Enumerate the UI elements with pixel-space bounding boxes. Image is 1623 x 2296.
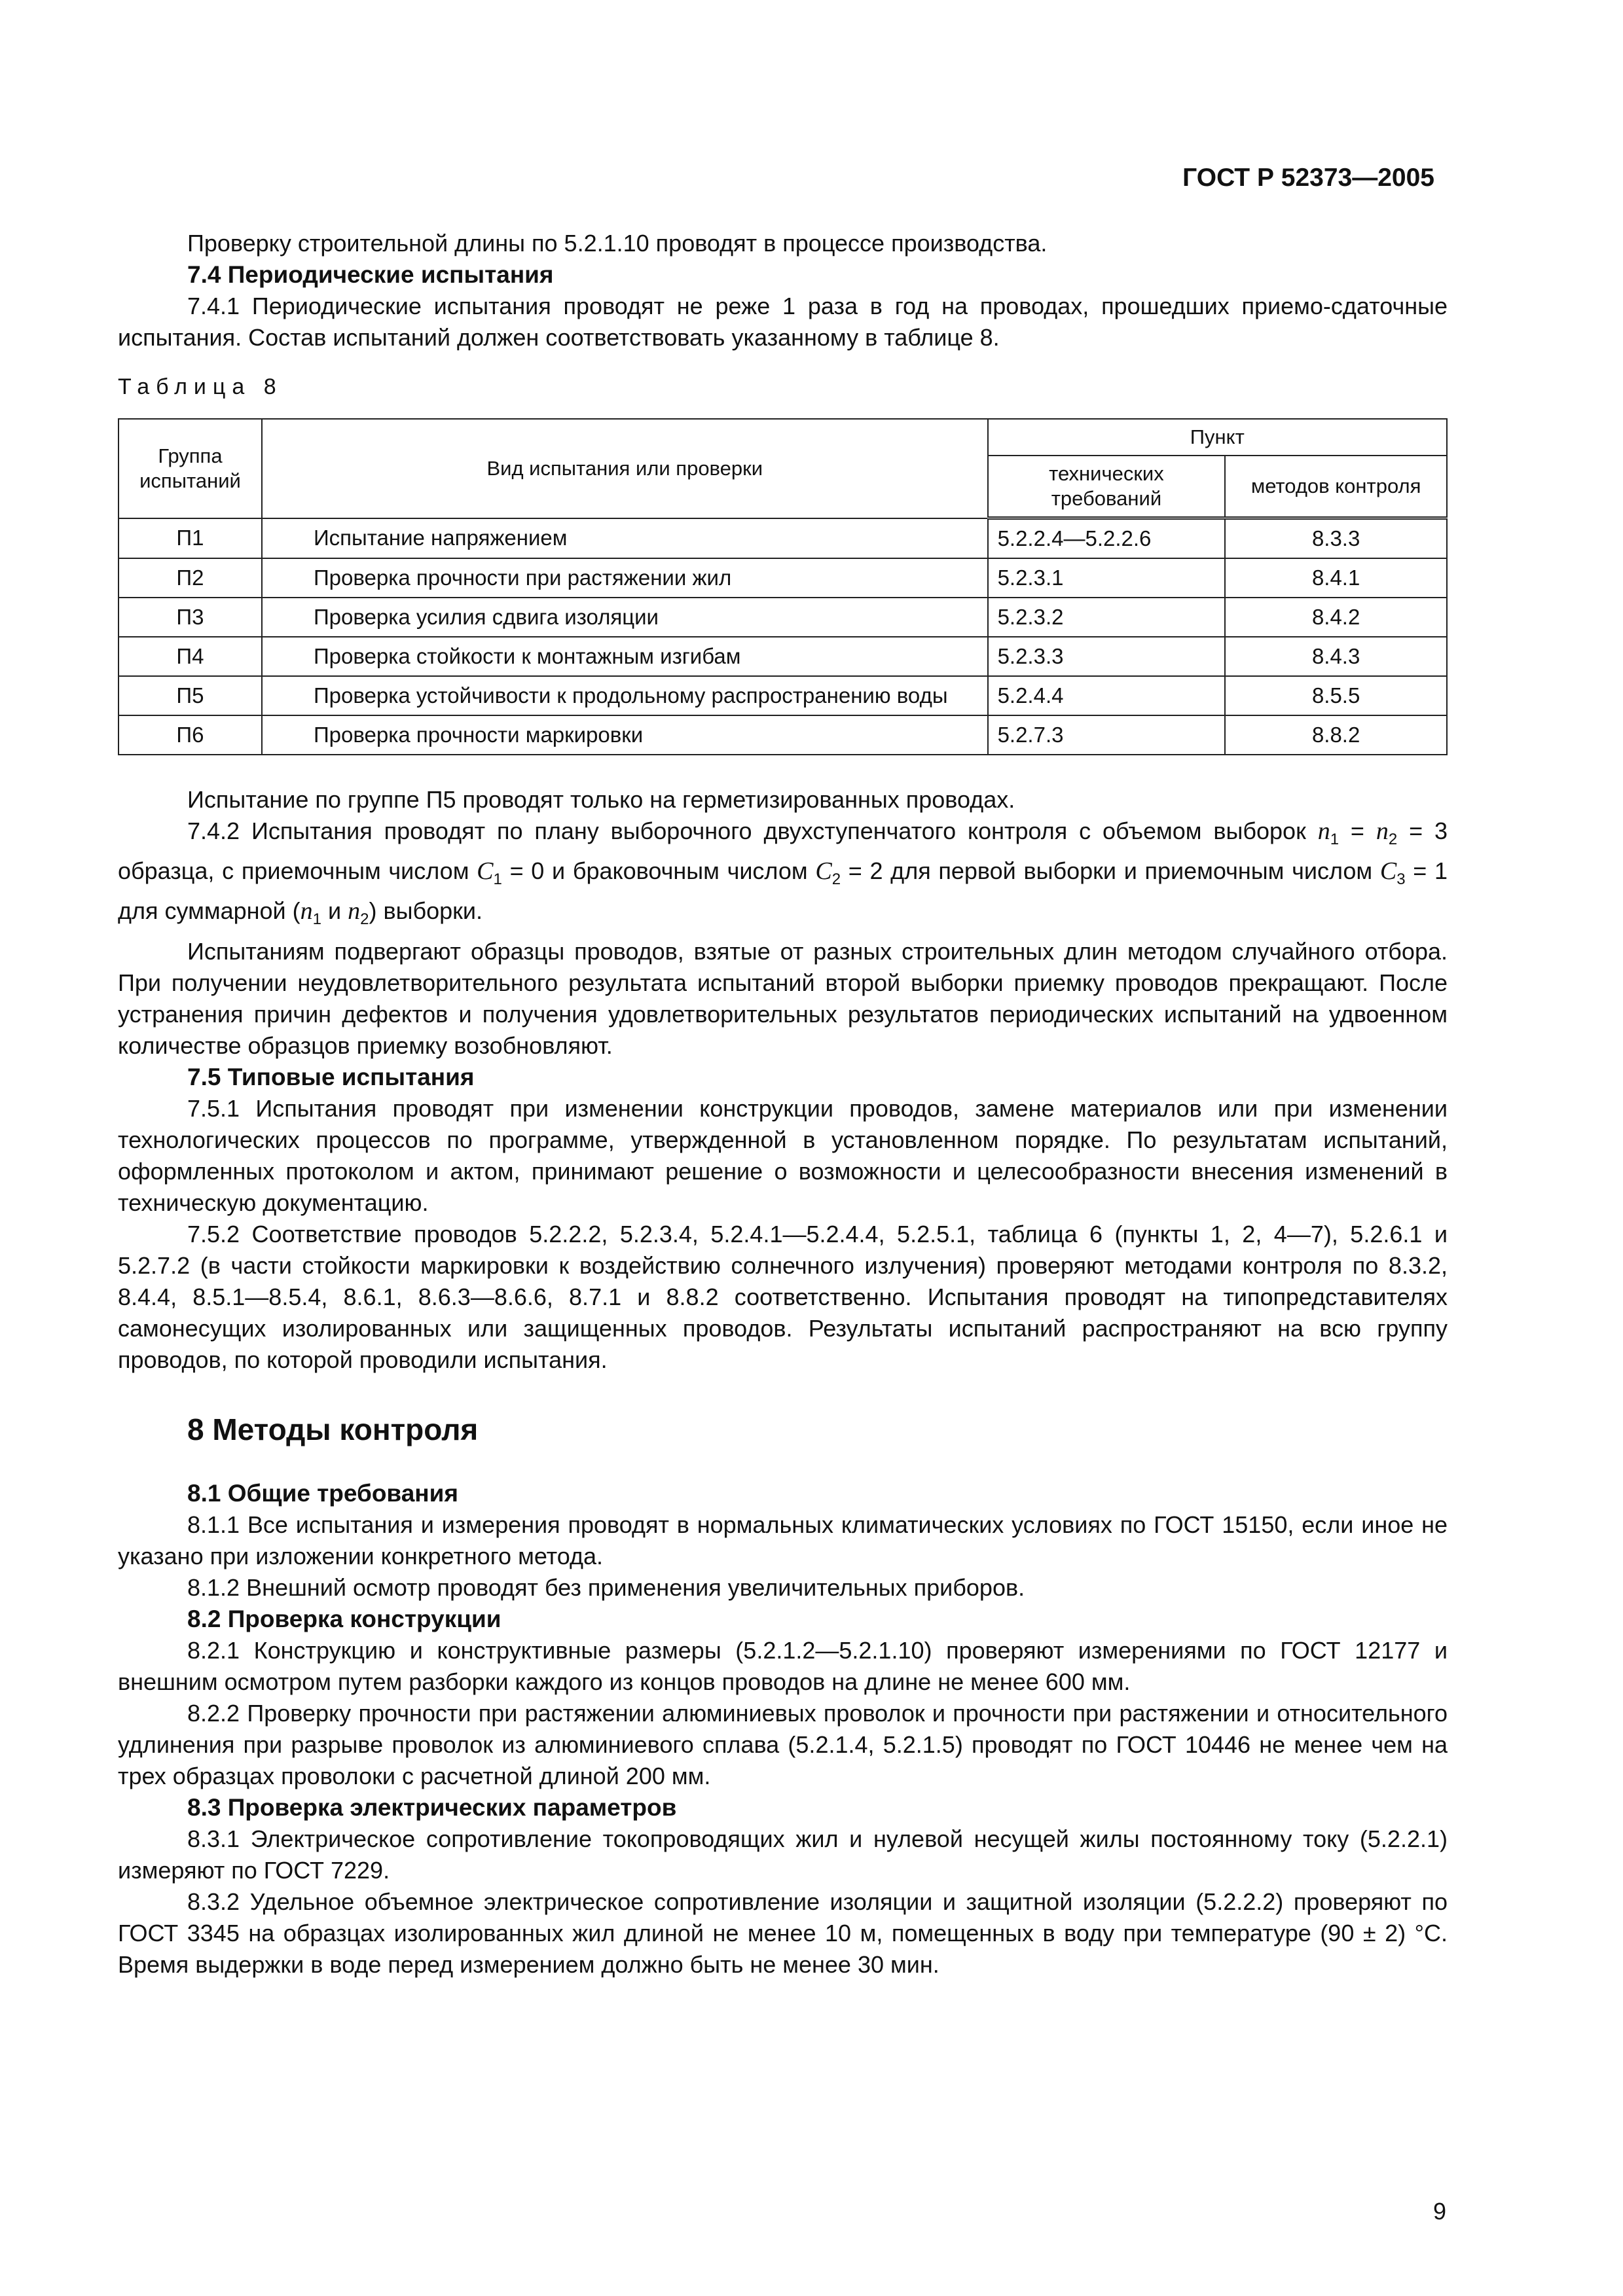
- table-row: [119, 637, 1447, 676]
- cell-tech: 5.2.3.2: [988, 598, 1226, 637]
- cell-tech: 5.2.3.3: [988, 637, 1226, 676]
- page-content: [118, 228, 1448, 1981]
- cell-group: П1: [119, 518, 262, 559]
- math-var: C: [815, 857, 832, 886]
- paragraph-p5-note: Испытание по группе П5 проводят только на герметизированных проводах.: [187, 786, 1015, 813]
- cell-group: П2: [119, 558, 262, 598]
- paragraph-8-1-1: 8.1.1 Все испытания и измерения проводят в нормальных климатических условиях по ГОСТ 15150, если иное не указано при изложении конкретного метода.: [118, 1511, 1448, 1570]
- heading-8: 8 Методы контроля: [187, 1412, 479, 1446]
- cell-method: 8.5.5: [1225, 676, 1447, 715]
- cell-kind: Проверка прочности маркировки: [262, 715, 988, 755]
- cell-tech: 5.2.3.1: [988, 558, 1226, 598]
- header-tech: технических требований: [988, 456, 1226, 518]
- table-row: [119, 715, 1447, 755]
- math-var: n: [348, 897, 361, 925]
- math-var: C: [1379, 857, 1397, 886]
- paragraph-8-1-2: 8.1.2 Внешний осмотр проводят без применения увеличительных приборов.: [187, 1573, 1025, 1601]
- math-var: C: [477, 857, 494, 886]
- header-point: Пункт: [988, 419, 1447, 456]
- document-header: ГОСТ Р 52373—2005: [1182, 164, 1434, 192]
- text-run: = 1 для суммарной (: [118, 857, 1448, 925]
- subscript: 2: [360, 910, 369, 929]
- table-row: [119, 598, 1447, 637]
- cell-tech: 5.2.4.4: [988, 676, 1226, 715]
- cell-kind: Проверка прочности при растяжении жил: [262, 558, 988, 598]
- table-row: [119, 518, 1447, 559]
- cell-kind: Испытание напряжением: [262, 518, 988, 559]
- table-8: [118, 418, 1448, 755]
- text-run: ) выборки.: [369, 897, 483, 925]
- paragraph-8-3-1: 8.3.1 Электрическое сопротивление токопроводящих жил и нулевой несущей жилы постоянному току (5.2.2.1) измеряют по ГОСТ 7229.: [118, 1825, 1448, 1884]
- subscript: 2: [831, 870, 841, 889]
- paragraph-intro: Проверку строительной длины по 5.2.1.10 проводят в процессе производства.: [187, 230, 1048, 257]
- text-run: 7.4.2 Испытания проводят по плану выборочного двухступенчатого контроля с объемом выборок: [187, 817, 1318, 844]
- header-method: методов контроля: [1225, 456, 1447, 518]
- table-row: [119, 676, 1447, 715]
- subscript: 1: [312, 910, 322, 929]
- text-run: =: [1339, 817, 1376, 844]
- paragraph-7-4-1: 7.4.1 Периодические испытания проводят не реже 1 раза в год на проводах, прошедших приемо-сдаточные испытания. Состав испытаний должен соответствовать указанному в таблице 8.: [118, 293, 1448, 351]
- cell-method: 8.8.2: [1225, 715, 1447, 755]
- text-run: и: [321, 897, 348, 925]
- page-number: 9: [1432, 2198, 1446, 2225]
- cell-kind: Проверка стойкости к монтажным изгибам: [262, 637, 988, 676]
- text-run: = 2 для первой выборки и приемочным числом: [841, 857, 1380, 885]
- paragraph-7-5-1: 7.5.1 Испытания проводят при изменении конструкции проводов, замене материалов или при изменении технологических процессов по программе, утвержденной в установленном порядке. По результатам испытаний, оформленных протоколом и актом, принимают решение о возможности и целесообразности внесения изменений в техническую документацию.: [118, 1094, 1448, 1216]
- cell-method: 8.3.3: [1225, 518, 1447, 559]
- paragraph-8-2-1: 8.2.1 Конструкцию и конструктивные размеры (5.2.1.2—5.2.1.10) проверяют измерениями по ГОСТ 12177 и внешним осмотром путем разборки каждого из концов проводов на длине не менее 600 мм.: [118, 1636, 1448, 1695]
- heading-7-5: 7.5 Типовые испытания: [187, 1063, 475, 1090]
- paragraph-7-4-2: [118, 816, 1448, 936]
- cell-group: П6: [119, 715, 262, 755]
- paragraph-8-3-2: 8.3.2 Удельное объемное электрическое сопротивление изоляции и защитной изоляции (5.2.2.2) проверяют по ГОСТ 3345 на образцах изолированных жил длиной не менее 10 м, помещенных в воду при температуре (90 ± 2) °С. Время выдержки в воде перед измерением должно быть не менее 30 мин.: [118, 1888, 1448, 1978]
- cell-kind: Проверка усилия сдвига изоляции: [262, 598, 988, 637]
- heading-8-1: 8.1 Общие требования: [187, 1479, 458, 1507]
- cell-method: 8.4.3: [1225, 637, 1447, 676]
- math-var: n: [300, 897, 313, 925]
- paragraph-8-2-2: 8.2.2 Проверку прочности при растяжении алюминиевых проволок и прочности при растяжении и относительного удлинения при разрыве проволок из алюминиевого сплава (5.2.1.4, 5.2.1.5) проводят по ГОСТ 10446 не менее чем на трех образцах проволоки с расчетной длиной 200 мм.: [118, 1699, 1448, 1789]
- subscript: 2: [1388, 831, 1398, 849]
- text-run: = 0 и браковочным числом: [501, 857, 816, 885]
- heading-8-2: 8.2 Проверка конструкции: [187, 1605, 501, 1632]
- header-kind: Вид испытания или проверки: [262, 419, 988, 518]
- text-run: = 3 образца, с приемочным числом: [118, 817, 1448, 885]
- heading-7-4: 7.4 Периодические испытания: [187, 261, 554, 288]
- heading-8-3: 8.3 Проверка электрических параметров: [187, 1793, 677, 1821]
- cell-method: 8.4.2: [1225, 598, 1447, 637]
- cell-group: П3: [119, 598, 262, 637]
- cell-group: П5: [119, 676, 262, 715]
- cell-tech: 5.2.2.4—5.2.2.6: [988, 518, 1226, 559]
- cell-group: П4: [119, 637, 262, 676]
- subscript: 1: [1330, 831, 1340, 849]
- paragraph-7-5-2: 7.5.2 Соответствие проводов 5.2.2.2, 5.2.3.4, 5.2.4.1—5.2.4.4, 5.2.5.1, таблица 6 (пункты 1, 2, 4—7), 5.2.6.1 и 5.2.7.2 (в части стойкости маркировки к воздействию солнечного излучения) проверяют методами контроля по 8.3.2, 8.4.4, 8.5.1—8.5.4, 8.6.1, 8.6.3—8.6.6, 8.7.1 и 8.8.2 соответственно. Испытания проводят на типопредставителях самонесущих изолированных или защищенных проводов. Результаты испытаний распространяют на всю группу проводов, по которой проводили испытания.: [118, 1220, 1448, 1373]
- subscript: 3: [1396, 870, 1406, 889]
- cell-method: 8.4.1: [1225, 558, 1447, 598]
- math-var: n: [1376, 817, 1389, 845]
- cell-kind: Проверка устойчивости к продольному распространению воды: [262, 676, 988, 715]
- cell-tech: 5.2.7.3: [988, 715, 1226, 755]
- header-group: Группа испытаний: [119, 419, 262, 518]
- table-row: [119, 558, 1447, 598]
- math-var: n: [1317, 817, 1330, 845]
- subscript: 1: [493, 870, 502, 889]
- paragraph-samples: Испытаниям подвергают образцы проводов, взятые от разных строительных длин методом случайного отбора. При получении неудовлетворительного результата испытаний второй выборки приемку проводов прекращают. После устранения причин дефектов и получения удовлетворительных результатов периодических испытаний на удвоенном количестве образцов приемку возобновляют.: [118, 937, 1448, 1059]
- table-caption: Таблица 8: [118, 374, 283, 399]
